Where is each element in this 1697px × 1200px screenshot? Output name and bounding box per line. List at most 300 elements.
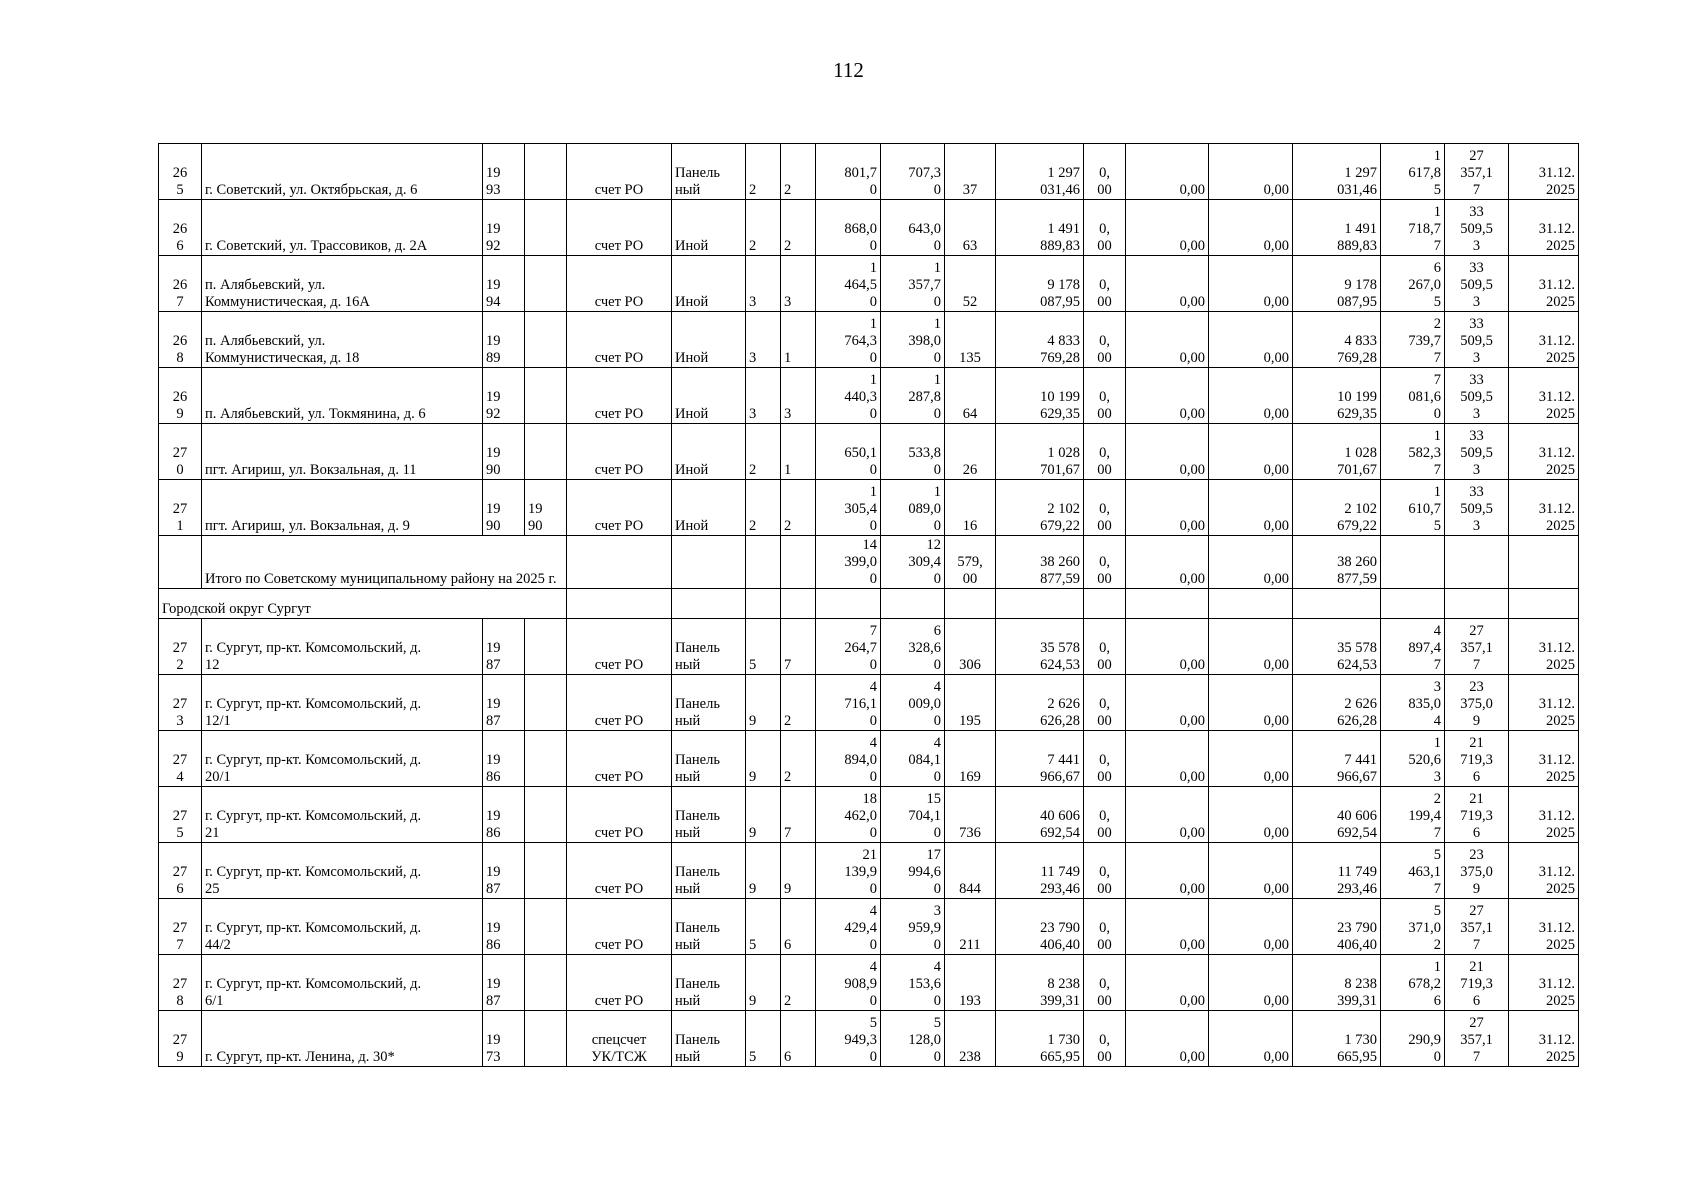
cell-cost-total: 10 199 629,35: [996, 368, 1084, 424]
cell-cost-owners: 2 626 626,28: [1293, 675, 1381, 731]
table-row: [159, 480, 1579, 536]
cell-address: пгт. Агириш, ул. Вокзальная, д. 9: [202, 480, 483, 536]
cell-area-living: 1 287,8 0: [881, 368, 945, 424]
cell-entrances: 2: [781, 955, 816, 1011]
cell-entrances: 3: [781, 368, 816, 424]
table-row: [159, 1011, 1579, 1067]
cell-area-total: 18 462,0 0: [816, 787, 881, 843]
cell-address: г. Сургут, пр-кт. Комсомольский, д. 44/2: [202, 899, 483, 955]
table-row: [159, 619, 1579, 675]
cell-deadline: 31.12. 2025: [1509, 256, 1579, 312]
cell-cost-fed: 0, 00: [1084, 619, 1126, 675]
cell-deadline: 31.12. 2025: [1509, 843, 1579, 899]
cell-floors: 5: [746, 619, 781, 675]
section-header-row: [159, 589, 1579, 619]
cell-cost-reg: 0,00: [1126, 731, 1209, 787]
cell-cost-limit: 23 375,0 9: [1445, 843, 1509, 899]
cell-entrances: 6: [781, 899, 816, 955]
cell-area-living: 643,0 0: [881, 200, 945, 256]
cell-deadline: 31.12. 2025: [1509, 480, 1579, 536]
cell-area-total: 4 908,9 0: [816, 955, 881, 1011]
cell-year-built: 19 93: [483, 144, 525, 200]
cell-deadline: 31.12. 2025: [1509, 731, 1579, 787]
cell-residents: 193: [945, 955, 996, 1011]
cell-deadline: 31.12. 2025: [1509, 787, 1579, 843]
cell-cost-total: 9 178 087,95: [996, 256, 1084, 312]
cell-cost-per-m2: 2 199,4 7: [1381, 787, 1445, 843]
cell-row-number: 27 4: [159, 731, 202, 787]
cell-cost-owners: 4 833 769,28: [1293, 312, 1381, 368]
table-row: [159, 144, 1579, 200]
cell-row-number: 26 6: [159, 200, 202, 256]
cell-cost-fed: 0, 00: [1084, 312, 1126, 368]
cell-cost-owners: 11 749 293,46: [1293, 843, 1381, 899]
cell-address: г. Сургут, пр-кт. Комсомольский, д. 12: [202, 619, 483, 675]
cell-cost-owners: 9 178 087,95: [1293, 256, 1381, 312]
cell-cost-fed: 0, 00: [1084, 424, 1126, 480]
cell-cost-owners: 7 441 966,67: [1293, 731, 1381, 787]
cell-fund-method: счет РО: [567, 731, 672, 787]
cell-area-living: 533,8 0: [881, 424, 945, 480]
cell-address: г. Сургут, пр-кт. Комсомольский, д. 20/1: [202, 731, 483, 787]
cell-fund-method: счет РО: [567, 200, 672, 256]
cell-year-commissioned: [525, 368, 567, 424]
cell-cost-fed: 0, 00: [1084, 787, 1126, 843]
cell-area-total: 650,1 0: [816, 424, 881, 480]
cell-cost-per-m2: 1 582,3 7: [1381, 424, 1445, 480]
cell-residents: 211: [945, 899, 996, 955]
cell-residents: 37: [945, 144, 996, 200]
cell-fund-method: счет РО: [567, 955, 672, 1011]
table-row: [159, 843, 1579, 899]
cell-area-living: 17 994,6 0: [881, 843, 945, 899]
cell-cost-reg: 0,00: [1126, 200, 1209, 256]
cell-residents: 64: [945, 368, 996, 424]
cell-row-number: 27 6: [159, 843, 202, 899]
cell-cost-limit: 21 719,3 6: [1445, 787, 1509, 843]
cell-residents: 52: [945, 256, 996, 312]
table-row: [159, 368, 1579, 424]
cell-cost-fed: 0, 00: [1084, 256, 1126, 312]
cell-fund-method: счет РО: [567, 899, 672, 955]
cell-year-built: 19 92: [483, 368, 525, 424]
cell-fund-method: счет РО: [567, 619, 672, 675]
cell-cost-limit: 27 357,1 7: [1445, 144, 1509, 200]
table-row: [159, 424, 1579, 480]
cell-area-total: 868,0 0: [816, 200, 881, 256]
section-title: Городской округ Сургут: [159, 589, 567, 619]
cell-year-built: 19 87: [483, 675, 525, 731]
cell-floors: 9: [746, 955, 781, 1011]
cell-row-number: 26 5: [159, 144, 202, 200]
cell-row-number: 27 2: [159, 619, 202, 675]
cell-cost-per-m2: 1 520,6 3: [1381, 731, 1445, 787]
cell-cost-fed: 0, 00: [1084, 899, 1126, 955]
cell-row-number: 26 7: [159, 256, 202, 312]
cell-area-total: 4 716,1 0: [816, 675, 881, 731]
cell-cost-per-m2: 290,9 0: [1381, 1011, 1445, 1067]
cell-year-built: 19 90: [483, 480, 525, 536]
cell-floors: 2: [746, 424, 781, 480]
cell-cost-fed: 0, 00: [1084, 480, 1126, 536]
cell-cost-reg: 0,00: [1126, 675, 1209, 731]
cell-row-number: 27 7: [159, 899, 202, 955]
cell-entrances: 2: [781, 480, 816, 536]
cell-floors: 9: [746, 731, 781, 787]
cell-area-total: 1 440,3 0: [816, 368, 881, 424]
cell-cost-mun: 0,00: [1209, 675, 1293, 731]
total-area-total: 14 399,0 0: [816, 536, 881, 589]
cell-area-total: 21 139,9 0: [816, 843, 881, 899]
table-body-soviet: [159, 144, 1579, 536]
cell-entrances: 1: [781, 424, 816, 480]
cell-area-living: 6 328,6 0: [881, 619, 945, 675]
cell-residents: 16: [945, 480, 996, 536]
cell-cost-total: 40 606 692,54: [996, 787, 1084, 843]
cell-entrances: 6: [781, 1011, 816, 1067]
cell-year-commissioned: [525, 256, 567, 312]
cell-cost-total: 2 102 679,22: [996, 480, 1084, 536]
cell-year-built: 19 87: [483, 619, 525, 675]
cell-cost-limit: 21 719,3 6: [1445, 731, 1509, 787]
cell-cost-mun: 0,00: [1209, 955, 1293, 1011]
cell-address: п. Алябьевский, ул. Коммунистическая, д. 16А: [202, 256, 483, 312]
cell-residents: 63: [945, 200, 996, 256]
cell-deadline: 31.12. 2025: [1509, 312, 1579, 368]
cell-row-number: 27 8: [159, 955, 202, 1011]
cell-cost-owners: 2 102 679,22: [1293, 480, 1381, 536]
cell-residents: 135: [945, 312, 996, 368]
table-body-surgut: [159, 619, 1579, 1067]
cell-cost-mun: 0,00: [1209, 424, 1293, 480]
cell-fund-method: счет РО: [567, 480, 672, 536]
cell-floors: 5: [746, 1011, 781, 1067]
cell-year-built: 19 87: [483, 955, 525, 1011]
cell-cost-total: 1 028 701,67: [996, 424, 1084, 480]
cell-deadline: 31.12. 2025: [1509, 200, 1579, 256]
cell-year-built: 19 87: [483, 843, 525, 899]
cell-address: г. Сургут, пр-кт. Комсомольский, д. 12/1: [202, 675, 483, 731]
cell-area-total: 4 429,4 0: [816, 899, 881, 955]
cell-wall-material: Панель ный: [672, 899, 746, 955]
cell-cost-fed: 0, 00: [1084, 1011, 1126, 1067]
total-residents: 579, 00: [945, 536, 996, 589]
cell-cost-fed: 0, 00: [1084, 675, 1126, 731]
table-row: [159, 955, 1579, 1011]
cell-cost-per-m2: 1 678,2 6: [1381, 955, 1445, 1011]
table-row: [159, 731, 1579, 787]
cell-wall-material: Панель ный: [672, 1011, 746, 1067]
cell-year-built: 19 86: [483, 787, 525, 843]
cell-cost-total: 4 833 769,28: [996, 312, 1084, 368]
cell-cost-total: 1 730 665,95: [996, 1011, 1084, 1067]
table-row: [159, 787, 1579, 843]
cell-wall-material: Иной: [672, 256, 746, 312]
cell-year-commissioned: [525, 200, 567, 256]
cell-area-total: 801,7 0: [816, 144, 881, 200]
cell-fund-method: счет РО: [567, 843, 672, 899]
cell-cost-reg: 0,00: [1126, 256, 1209, 312]
total-cost-owners: 38 260 877,59: [1293, 536, 1381, 589]
cell-cost-limit: 33 509,5 3: [1445, 312, 1509, 368]
cell-cost-fed: 0, 00: [1084, 200, 1126, 256]
cell-cost-total: 35 578 624,53: [996, 619, 1084, 675]
cell-year-commissioned: [525, 675, 567, 731]
cell-area-total: 1 305,4 0: [816, 480, 881, 536]
cell-deadline: 31.12. 2025: [1509, 368, 1579, 424]
cell-cost-mun: 0,00: [1209, 899, 1293, 955]
cell-year-commissioned: [525, 955, 567, 1011]
cell-year-built: 19 86: [483, 731, 525, 787]
cell-fund-method: счет РО: [567, 675, 672, 731]
cell-cost-total: 23 790 406,40: [996, 899, 1084, 955]
cell-address: п. Алябьевский, ул. Коммунистическая, д. 18: [202, 312, 483, 368]
cell-cost-per-m2: 7 081,6 0: [1381, 368, 1445, 424]
cell-address: г. Сургут, пр-кт. Ленина, д. 30*: [202, 1011, 483, 1067]
cell-cost-reg: 0,00: [1126, 144, 1209, 200]
cell-cost-total: 2 626 626,28: [996, 675, 1084, 731]
cell-floors: 9: [746, 675, 781, 731]
total-cost: 38 260 877,59: [996, 536, 1084, 589]
total-area-living: 12 309,4 0: [881, 536, 945, 589]
cell-cost-mun: 0,00: [1209, 787, 1293, 843]
cell-cost-reg: 0,00: [1126, 787, 1209, 843]
cell-entrances: 1: [781, 312, 816, 368]
cell-row-number: 26 9: [159, 368, 202, 424]
cell-floors: 3: [746, 312, 781, 368]
cell-wall-material: Панель ный: [672, 787, 746, 843]
cell-cost-mun: 0,00: [1209, 480, 1293, 536]
cell-cost-mun: 0,00: [1209, 619, 1293, 675]
cell-fund-method: счет РО: [567, 368, 672, 424]
cell-cost-fed: 0, 00: [1084, 955, 1126, 1011]
cell-address: г. Советский, ул. Трассовиков, д. 2А: [202, 200, 483, 256]
cell-floors: 3: [746, 256, 781, 312]
cell-cost-owners: 35 578 624,53: [1293, 619, 1381, 675]
cell-cost-total: 7 441 966,67: [996, 731, 1084, 787]
cell-area-living: 4 153,6 0: [881, 955, 945, 1011]
cell-cost-per-m2: 5 371,0 2: [1381, 899, 1445, 955]
cell-row-number: 27 9: [159, 1011, 202, 1067]
cell-cost-per-m2: 3 835,0 4: [1381, 675, 1445, 731]
total-cost-reg: 0,00: [1126, 536, 1209, 589]
total-cost-mun: 0,00: [1209, 536, 1293, 589]
cell-cost-reg: 0,00: [1126, 368, 1209, 424]
cell-year-built: 19 92: [483, 200, 525, 256]
cell-cost-owners: 8 238 399,31: [1293, 955, 1381, 1011]
cell-area-living: 3 959,9 0: [881, 899, 945, 955]
cell-area-total: 1 464,5 0: [816, 256, 881, 312]
cell-cost-total: 8 238 399,31: [996, 955, 1084, 1011]
cell-year-built: 19 94: [483, 256, 525, 312]
cell-cost-reg: 0,00: [1126, 619, 1209, 675]
cell-year-commissioned: [525, 1011, 567, 1067]
cell-wall-material: Панель ный: [672, 675, 746, 731]
cell-cost-owners: 23 790 406,40: [1293, 899, 1381, 955]
cell-area-total: 5 949,3 0: [816, 1011, 881, 1067]
cell-floors: 9: [746, 787, 781, 843]
cell-cost-total: 1 491 889,83: [996, 200, 1084, 256]
cell-area-living: 5 128,0 0: [881, 1011, 945, 1067]
cell-row-number: 27 3: [159, 675, 202, 731]
cell-year-built: 19 89: [483, 312, 525, 368]
total-soviet-row-group: [159, 536, 1579, 619]
table-row: [159, 312, 1579, 368]
cell-floors: 2: [746, 480, 781, 536]
cell-cost-reg: 0,00: [1126, 312, 1209, 368]
cell-entrances: 7: [781, 787, 816, 843]
cell-area-total: 4 894,0 0: [816, 731, 881, 787]
cell-entrances: 7: [781, 619, 816, 675]
cell-cost-limit: 21 719,3 6: [1445, 955, 1509, 1011]
cell-cost-limit: 27 357,1 7: [1445, 619, 1509, 675]
cell-cost-limit: 33 509,5 3: [1445, 200, 1509, 256]
cell-row-number: 26 8: [159, 312, 202, 368]
cell-residents: 736: [945, 787, 996, 843]
cell-entrances: 3: [781, 256, 816, 312]
cell-address: г. Сургут, пр-кт. Комсомольский, д. 6/1: [202, 955, 483, 1011]
cell-deadline: 31.12. 2025: [1509, 1011, 1579, 1067]
cell-entrances: 2: [781, 675, 816, 731]
cell-floors: 5: [746, 899, 781, 955]
cell-fund-method: счет РО: [567, 787, 672, 843]
cell-wall-material: Панель ный: [672, 144, 746, 200]
cell-entrances: 2: [781, 200, 816, 256]
cell-wall-material: Иной: [672, 368, 746, 424]
cell-entrances: 2: [781, 144, 816, 200]
cell-wall-material: Иной: [672, 424, 746, 480]
cell-year-commissioned: [525, 144, 567, 200]
cell-cost-mun: 0,00: [1209, 368, 1293, 424]
cell-deadline: 31.12. 2025: [1509, 619, 1579, 675]
cell-cost-mun: 0,00: [1209, 731, 1293, 787]
cell-cost-reg: 0,00: [1126, 899, 1209, 955]
cell-residents: 195: [945, 675, 996, 731]
cell-residents: 238: [945, 1011, 996, 1067]
cell-year-commissioned: [525, 843, 567, 899]
total-empty-cell: [159, 536, 202, 589]
cell-cost-mun: 0,00: [1209, 312, 1293, 368]
table-row: [159, 256, 1579, 312]
cell-cost-limit: 33 509,5 3: [1445, 368, 1509, 424]
cell-cost-mun: 0,00: [1209, 256, 1293, 312]
cell-cost-limit: 23 375,0 9: [1445, 675, 1509, 731]
cell-residents: 26: [945, 424, 996, 480]
cell-area-living: 707,3 0: [881, 144, 945, 200]
cell-floors: 2: [746, 200, 781, 256]
cell-year-built: 19 90: [483, 424, 525, 480]
cell-year-commissioned: [525, 619, 567, 675]
cell-entrances: 9: [781, 843, 816, 899]
cell-year-commissioned: [525, 731, 567, 787]
cell-year-commissioned: [525, 312, 567, 368]
cell-residents: 306: [945, 619, 996, 675]
cell-fund-method: счет РО: [567, 144, 672, 200]
cell-cost-reg: 0,00: [1126, 1011, 1209, 1067]
cell-cost-fed: 0, 00: [1084, 843, 1126, 899]
cell-fund-method: счет РО: [567, 424, 672, 480]
cell-cost-reg: 0,00: [1126, 955, 1209, 1011]
cell-cost-per-m2: 1 718,7 7: [1381, 200, 1445, 256]
cell-address: г. Советский, ул. Октябрьская, д. 6: [202, 144, 483, 200]
table-row: [159, 675, 1579, 731]
cell-deadline: 31.12. 2025: [1509, 675, 1579, 731]
cell-cost-owners: 10 199 629,35: [1293, 368, 1381, 424]
cell-fund-method: счет РО: [567, 312, 672, 368]
cell-row-number: 27 1: [159, 480, 202, 536]
cell-wall-material: Иной: [672, 312, 746, 368]
cell-cost-total: 1 297 031,46: [996, 144, 1084, 200]
cell-cost-owners: 1 297 031,46: [1293, 144, 1381, 200]
cell-cost-owners: 40 606 692,54: [1293, 787, 1381, 843]
cell-cost-total: 11 749 293,46: [996, 843, 1084, 899]
cell-deadline: 31.12. 2025: [1509, 899, 1579, 955]
cell-year-commissioned: [525, 787, 567, 843]
cell-cost-reg: 0,00: [1126, 424, 1209, 480]
cell-deadline: 31.12. 2025: [1509, 955, 1579, 1011]
cell-area-living: 1 089,0 0: [881, 480, 945, 536]
cell-residents: 169: [945, 731, 996, 787]
total-cost-fed: 0, 00: [1084, 536, 1126, 589]
cell-cost-owners: 1 491 889,83: [1293, 200, 1381, 256]
cell-year-commissioned: [525, 424, 567, 480]
cell-year-built: 19 86: [483, 899, 525, 955]
cell-address: г. Сургут, пр-кт. Комсомольский, д. 21: [202, 787, 483, 843]
cell-entrances: 2: [781, 731, 816, 787]
cell-wall-material: Панель ный: [672, 731, 746, 787]
cell-year-built: 19 73: [483, 1011, 525, 1067]
cell-address: п. Алябьевский, ул. Токмянина, д. 6: [202, 368, 483, 424]
cell-area-living: 1 357,7 0: [881, 256, 945, 312]
table-row: [159, 200, 1579, 256]
cell-cost-owners: 1 028 701,67: [1293, 424, 1381, 480]
cell-area-living: 4 084,1 0: [881, 731, 945, 787]
cell-year-commissioned: 19 90: [525, 480, 567, 536]
cell-floors: 9: [746, 843, 781, 899]
cell-wall-material: Иной: [672, 480, 746, 536]
cell-cost-limit: 27 357,1 7: [1445, 1011, 1509, 1067]
cell-address: г. Сургут, пр-кт. Комсомольский, д. 25: [202, 843, 483, 899]
cell-deadline: 31.12. 2025: [1509, 424, 1579, 480]
cell-address: пгт. Агириш, ул. Вокзальная, д. 11: [202, 424, 483, 480]
cell-area-living: 1 398,0 0: [881, 312, 945, 368]
cell-residents: 844: [945, 843, 996, 899]
cell-cost-per-m2: 5 463,1 7: [1381, 843, 1445, 899]
cell-cost-per-m2: 6 267,0 5: [1381, 256, 1445, 312]
cell-cost-limit: 27 357,1 7: [1445, 899, 1509, 955]
cell-cost-owners: 1 730 665,95: [1293, 1011, 1381, 1067]
cell-area-living: 15 704,1 0: [881, 787, 945, 843]
cell-deadline: 31.12. 2025: [1509, 144, 1579, 200]
cell-cost-limit: 33 509,5 3: [1445, 480, 1509, 536]
cell-fund-method: счет РО: [567, 256, 672, 312]
cell-cost-reg: 0,00: [1126, 843, 1209, 899]
cell-cost-limit: 33 509,5 3: [1445, 256, 1509, 312]
cell-cost-limit: 33 509,5 3: [1445, 424, 1509, 480]
cell-cost-mun: 0,00: [1209, 843, 1293, 899]
cell-cost-fed: 0, 00: [1084, 368, 1126, 424]
capital-repair-table: [158, 143, 1579, 1067]
cell-fund-method: спецсчет УК/ТСЖ: [567, 1011, 672, 1067]
cell-floors: 2: [746, 144, 781, 200]
cell-area-total: 7 264,7 0: [816, 619, 881, 675]
cell-row-number: 27 0: [159, 424, 202, 480]
cell-row-number: 27 5: [159, 787, 202, 843]
cell-area-total: 1 764,3 0: [816, 312, 881, 368]
cell-cost-per-m2: 2 739,7 7: [1381, 312, 1445, 368]
page-number: 112: [833, 58, 864, 82]
cell-floors: 3: [746, 368, 781, 424]
